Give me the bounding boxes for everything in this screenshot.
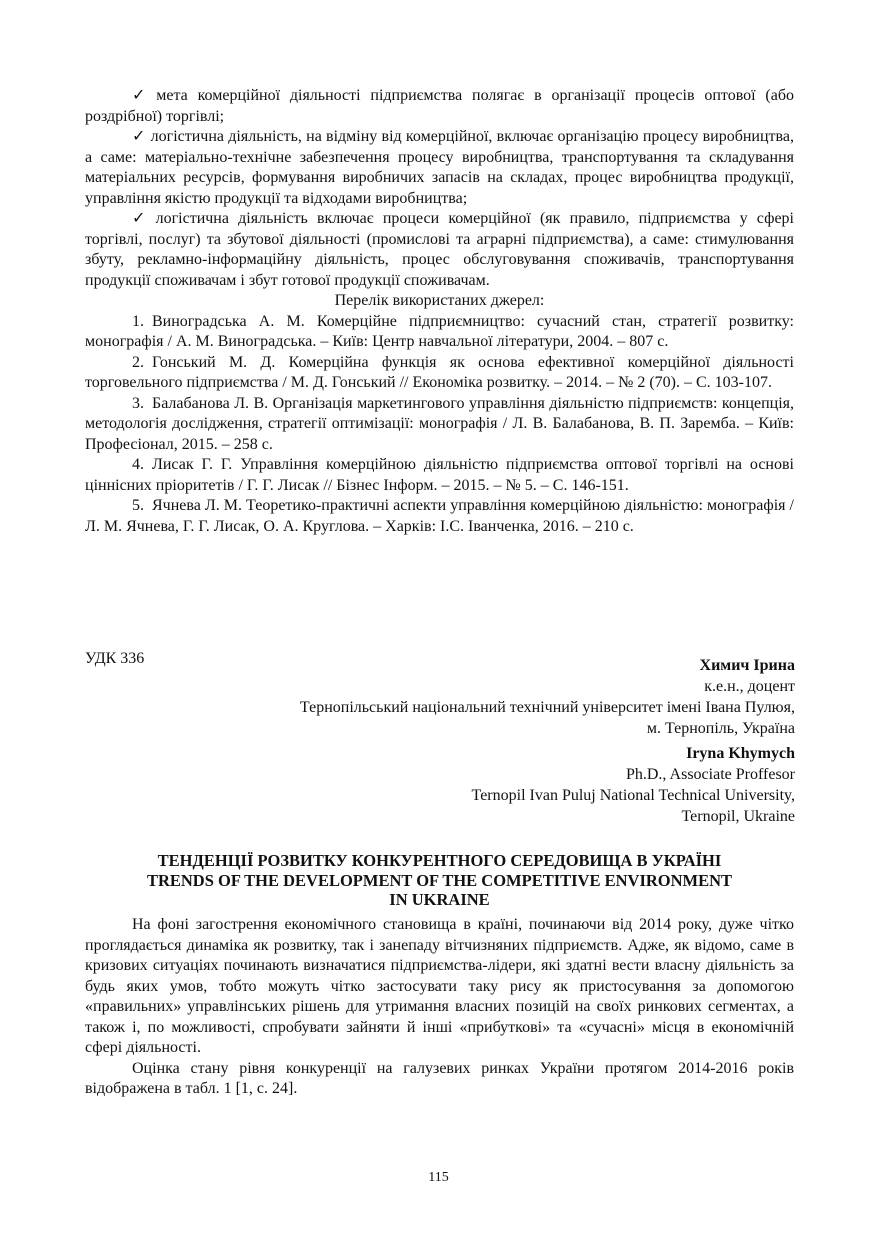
- reference-number: 3.: [132, 394, 144, 412]
- reference-item: [85, 455, 794, 496]
- checkmark-icon: ✓: [132, 128, 146, 145]
- body-paragraph: На фоні загострення економічного становища в країні, починаючи від 2014 року, дуже чітко проглядається динаміка як розвитку, так і занепаду вітчизняних підприємств. Адже, як відомо, саме в кризових ситуаціях починають визначатися підприємства-лідери, які здатні вести власну діяльність за будь яких умов, тобто можуть чітко застосувати таку рису як пристосування за допомогою «правильних» управлінських рішень для утримання власних позицій на своїх ринкових сегментах, а також і, по можливості, спробувати зайняти й інші «прибуткові» та «сучасні» місця в економічній сфері діяльності.: [85, 916, 794, 1056]
- body-paragraph: Оцінка стану рівня конкуренції на галузевих ринках України протягом 2014-2016 років відображена в табл. 1 [1, с. 24].: [85, 1059, 794, 1097]
- author-name: Iryna Khymych: [686, 745, 795, 762]
- article-title: [85, 851, 794, 910]
- author-degree: к.е.н., доцент: [704, 678, 795, 695]
- references-heading: Перелік використаних джерел:: [334, 292, 545, 309]
- title-en: TRENDS OF THE DEVELOPMENT OF THE COMPETITIVE ENVIRONMENT IN UKRAINE: [146, 870, 733, 909]
- reference-number: 1.: [132, 312, 144, 330]
- reference-text: Виноградська А. М. Комерційне підприємництво: сучасний стан, стратегії розвитку: монографія / А. М. Виноградська. – Київ: Центр навчальної літератури, 2004. – 807 с.: [85, 312, 794, 350]
- author-affiliation: Тернопільський національний технічний університет імені Івана Пулюя,: [299, 699, 795, 716]
- author-name: Химич Ірина: [699, 657, 795, 674]
- author-affiliation: Ternopil Ivan Puluj National Technical University,: [471, 787, 795, 804]
- bullet-text: логістична діяльність, на відміну від комерційної, включає організацію процесу виробництва, а саме: матеріально-технічне забезпечення процесу виробництва, транспортування та складування матеріальних ресурсів, формування виробничих запасів на складах, процес виробництва продукції, управління якістю продукції та відходами виробництва;: [85, 128, 794, 207]
- checkmark-icon: ✓: [132, 87, 152, 104]
- reference-number: 2.: [132, 353, 144, 371]
- author-city: Ternopil, Ukraine: [681, 808, 795, 825]
- title-ua: ТЕНДЕНЦІЇ РОЗВИТКУ КОНКУРЕНТНОГО СЕРЕДОВИЩА В УКРАЇНІ: [157, 851, 722, 870]
- reference-number: 5.: [132, 497, 144, 514]
- bullet-paragraph: [85, 86, 794, 127]
- reference-item: [85, 496, 794, 537]
- author-city: м. Тернопіль, Україна: [646, 720, 795, 737]
- bullet-text: мета комерційної діяльності підприємства полягає в організації процесів оптової (або роздрібної) торгівлі;: [85, 87, 794, 125]
- bullet-text: логістична діяльність включає процеси комерційної (як правило, підприємства у сфері торгівлі, послуг) та збутової діяльності (промислові та аграрні підприємства), а саме: стимулювання збуту, рекламно-інформаційну діяльність, процес обслуговування споживачів, транспортування продукції споживачам і збут готової продукції споживачам.: [85, 210, 795, 289]
- bullet-paragraph: [85, 127, 794, 209]
- page-number: 115: [428, 1170, 449, 1185]
- body-text-column: [85, 915, 794, 1100]
- reference-item: [85, 353, 794, 394]
- upper-text-column: [85, 86, 794, 537]
- reference-item: [85, 312, 794, 353]
- bullet-paragraph: [85, 209, 794, 291]
- author-block-en: [472, 743, 795, 827]
- author-block-ua: [300, 655, 795, 739]
- reference-text: Ячнева Л. М. Теоретико-практичні аспекти управління комерційною діяльністю: монографія / Л. М. Ячнева, Г. Г. Лисак, О. А. Круглова. – Харків: І.С. Іванченка, 2016. – 210 с.: [85, 497, 794, 535]
- reference-item: [85, 394, 794, 456]
- reference-text: Гонський М. Д. Комерційна функція як основа ефективної комерційної діяльності торговельного підприємства / М. Д. Гонський // Економіка розвитку. – 2014. – № 2 (70). – С. 103-107.: [85, 353, 794, 391]
- reference-text: Балабанова Л. В. Організація маркетингового управління діяльністю підприємств: концепція, методологія дослідження, стратегії оптимізації: монографія / Л. В. Балабанова, В. П. Заремба. – Київ: Професіонал, 2015. – 258 с.: [85, 394, 794, 453]
- reference-text: Лисак Г. Г. Управління комерційною діяльністю підприємства оптової торгівлі на основі ціннісних пріоритетів / Г. Г. Лисак // Бізнес Інформ. – 2015. – № 5. – С. 146-151.: [85, 456, 794, 494]
- udk-code: УДК 336: [85, 650, 145, 667]
- reference-number: 4.: [132, 456, 144, 473]
- checkmark-icon: ✓: [132, 210, 151, 227]
- author-degree: Ph.D., Associate Proffesor: [625, 766, 795, 783]
